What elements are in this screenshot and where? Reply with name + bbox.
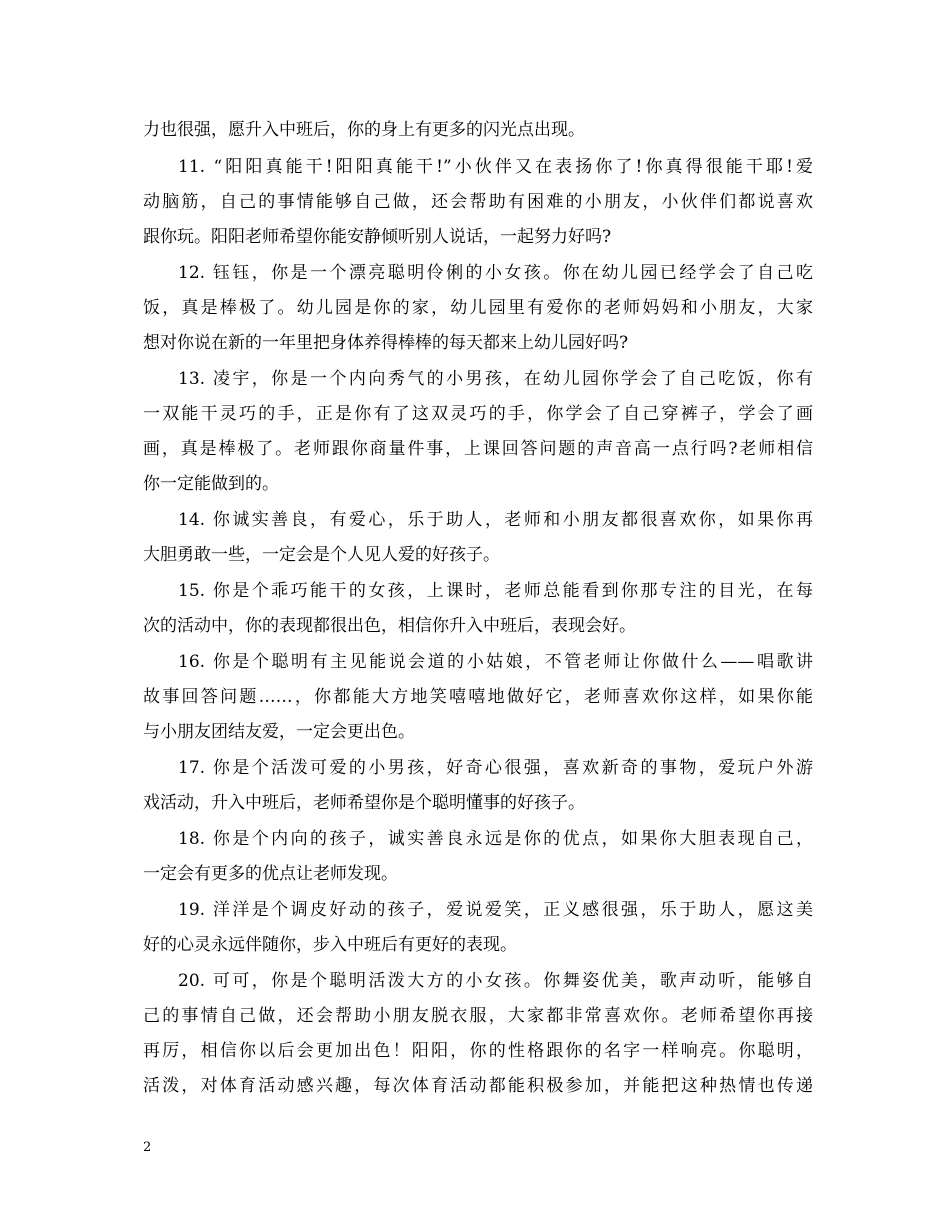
paragraph-line: 画，真是棒极了。老师跟你商量件事，上课回答问题的声音高一点行吗?老师相信 xyxy=(143,439,813,459)
paragraph-line: 好的心灵永远伴随你，步入中班后有更好的表现。 xyxy=(143,935,517,955)
paragraph-line: 动脑筋，自己的事情能够自己做，还会帮助有困难的小朋友，小伙伴们都说喜欢 xyxy=(143,192,813,212)
paragraph-line: 大胆勇敢一些，一定会是个人见人爱的好孩子。 xyxy=(143,545,500,565)
paragraph-line: 19. 洋洋是个调皮好动的孩子，爱说爱笑，正义感很强，乐于助人，愿这美 xyxy=(178,900,813,920)
paragraph-line: 一定会有更多的优点让老师发现。 xyxy=(143,864,398,884)
paragraph-line: 饭，真是棒极了。幼儿园是你的家，幼儿园里有爱你的老师妈妈和小朋友，大家 xyxy=(143,298,813,318)
paragraph-line: 16. 你是个聪明有主见能说会道的小姑娘，不管老师让你做什么——唱歌讲 xyxy=(178,652,813,672)
paragraph-line: 活泼，对体育活动感兴趣，每次体育活动都能积极参加，并能把这种热情也传递 xyxy=(143,1076,813,1096)
paragraph-line: 再厉，相信你以后会更加出色！阳阳，你的性格跟你的名字一样响亮。你聪明， xyxy=(143,1041,813,1061)
paragraph-line: 与小朋友团结友爱，一定会更出色。 xyxy=(143,722,415,742)
paragraph-line: 次的活动中，你的表现都很出色，相信你升入中班后，表现会好。 xyxy=(143,616,636,636)
paragraph-line: 你一定能做到的。 xyxy=(143,474,279,494)
paragraph-line: 力也很强，愿升入中班后，你的身上有更多的闪光点出现。 xyxy=(143,120,585,140)
paragraph-line: 20. 可可，你是个聪明活泼大方的小女孩。你舞姿优美，歌声动听，能够自 xyxy=(178,971,813,991)
paragraph-line: 己的事情自己做，还会帮助小朋友脱衣服，大家都非常喜欢你。老师希望你再接 xyxy=(143,1006,813,1026)
paragraph-line: 18. 你是个内向的孩子，诚实善良永远是你的优点，如果你大胆表现自己， xyxy=(178,829,813,849)
paragraph-line: 跟你玩。阳阳老师希望你能安静倾听别人说话，一起努力好吗? xyxy=(143,227,612,247)
paragraph-line: 戏活动，升入中班后，老师希望你是个聪明懂事的好孩子。 xyxy=(143,793,585,813)
paragraph-line: 11. “阳阳真能干!阳阳真能干!”小伙伴又在表扬你了!你真得很能干耶!爱 xyxy=(178,157,813,177)
paragraph-line: 14. 你诚实善良，有爱心，乐于助人，老师和小朋友都很喜欢你，如果你再 xyxy=(178,510,813,530)
paragraph-line: 17. 你是个活泼可爱的小男孩，好奇心很强，喜欢新奇的事物，爱玩户外游 xyxy=(178,758,813,778)
paragraph-line: 12. 钰钰，你是一个漂亮聪明伶俐的小女孩。你在幼儿园已经学会了自己吃 xyxy=(178,263,813,283)
paragraph-line: 想对你说在新的一年里把身体养得棒棒的每天都来上幼儿园好吗? xyxy=(143,333,629,353)
paragraph-line: 一双能干灵巧的手，正是你有了这双灵巧的手，你学会了自己穿裤子，学会了画 xyxy=(143,404,813,424)
paragraph-line: 15. 你是个乖巧能干的女孩，上课时，老师总能看到你那专注的目光，在每 xyxy=(178,581,813,601)
paragraph-line: 故事回答问题……，你都能大方地笑嘻嘻地做好它，老师喜欢你这样，如果你能 xyxy=(143,687,813,707)
paragraph-line: 13. 凌宇，你是一个内向秀气的小男孩，在幼儿园你学会了自己吃饭，你有 xyxy=(178,369,813,389)
page-number: 2 xyxy=(143,1140,152,1155)
